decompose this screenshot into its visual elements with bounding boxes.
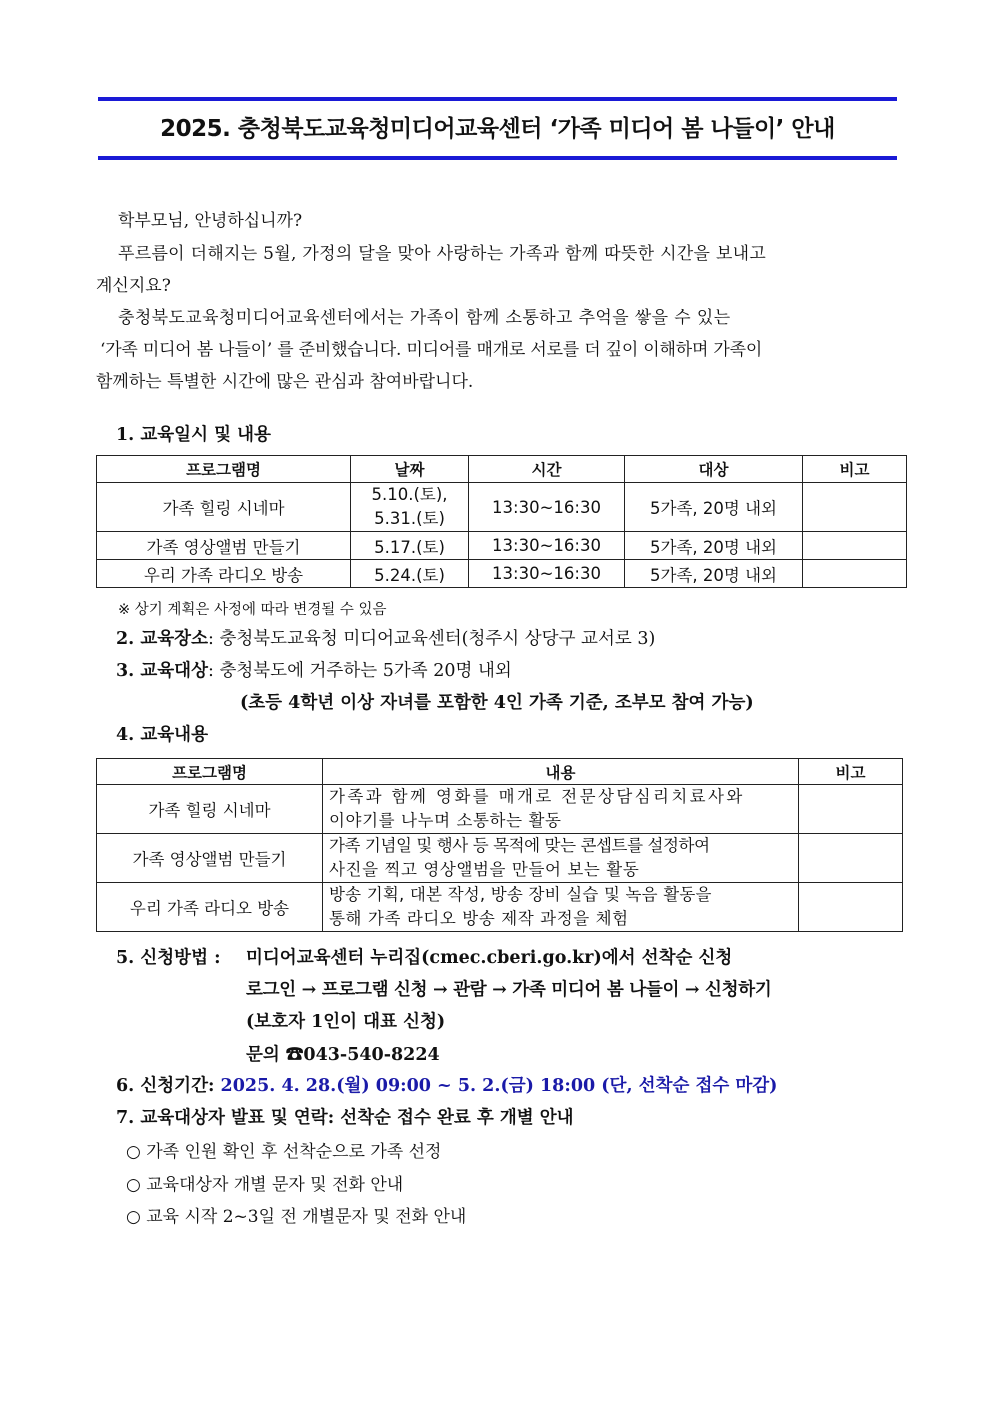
program-date: 5.24.(토) (351, 560, 469, 588)
section-6-label: 6. 신청기간: (116, 1076, 215, 1096)
schedule-header-time: 시간 (469, 456, 625, 483)
schedule-footnote: ※ 상기 계획은 사정에 따라 변경될 수 있음 (118, 602, 387, 618)
intro-line-4: 충청북도교육청미디어교육센터에서는 가족이 함께 소통하고 추억을 쌓을 수 있는 (118, 308, 731, 328)
content-line: 가족과 함께 영화를 매개로 전문상담심리치료사와 (329, 787, 745, 806)
phone-icon: ☎ (285, 1045, 304, 1065)
section-5-line-2: 로그인 → 프로그램 신청 → 관람 → 가족 미디어 봄 나들이 → 신청하기 (246, 980, 772, 1000)
section-7-heading: 7. 교육대상자 발표 및 연락: 선착순 접수 완료 후 개별 안내 (116, 1108, 574, 1128)
program-name: 가족 영상앨범 만들기 (97, 834, 323, 883)
program-note (803, 483, 907, 532)
section-1-heading: 1. 교육일시 및 내용 (116, 425, 271, 445)
title-bottom-rule (98, 156, 897, 160)
program-target: 5가족, 20명 내외 (625, 560, 803, 588)
content-table (96, 758, 903, 932)
program-name: 우리 가족 라디오 방송 (97, 883, 323, 932)
program-time: 13:30~16:30 (469, 560, 625, 588)
section-6 (116, 1072, 777, 1097)
list-item (126, 1137, 441, 1162)
program-target: 5가족, 20명 내외 (625, 532, 803, 560)
section-4-heading: 4. 교육내용 (116, 725, 208, 745)
program-note (799, 834, 903, 883)
list-item-text: 교육대상자 개별 문자 및 전화 안내 (146, 1175, 404, 1195)
table-row (97, 834, 903, 883)
title-top-rule (98, 97, 897, 101)
content-header-program: 프로그램명 (97, 759, 323, 785)
list-item (126, 1170, 403, 1195)
program-name: 가족 영상앨범 만들기 (97, 532, 351, 560)
intro-line-6: 함께하는 특별한 시간에 많은 관심과 참여바랍니다. (96, 372, 474, 392)
table-row (97, 483, 907, 532)
program-content (323, 834, 799, 883)
table-row (97, 785, 903, 834)
section-6-period: 2025. 4. 28.(월) 09:00 ~ 5. 2.(금) 18:00 (단, 선착순 접수 마감) (220, 1076, 778, 1096)
intro-line-5: ‘가족 미디어 봄 나들이’ 를 준비했습니다. 미디어를 매개로 서로를 더 깊이 이해하며 가족이 (100, 340, 763, 360)
program-time: 13:30~16:30 (469, 483, 625, 532)
program-date-line: 5.10.(토), (371, 485, 448, 504)
contact-number: 043-540-8224 (303, 1045, 440, 1065)
schedule-header-program: 프로그램명 (97, 456, 351, 483)
content-header-note: 비고 (799, 759, 903, 785)
page-title: 2025. 충청북도교육청미디어교육센터 ‘가족 미디어 봄 나들이’ 안내 (160, 116, 835, 142)
program-target: 5가족, 20명 내외 (625, 483, 803, 532)
section-5-line-3: (보호자 1인이 대표 신청) (246, 1012, 446, 1032)
circle-bullet-icon: ○ (126, 1207, 141, 1227)
program-note (803, 560, 907, 588)
section-3-text: : 충청북도에 거주하는 5가족 20명 내외 (207, 661, 512, 681)
table-row (97, 532, 907, 560)
section-2-label: 2. 교육장소 (116, 629, 208, 649)
content-line: 사진을 찍고 영상앨범을 만들어 보는 활동 (329, 860, 640, 879)
intro-line-3: 계신지요? (96, 276, 171, 296)
schedule-table (96, 455, 907, 588)
program-date-line: 5.31.(토) (374, 509, 445, 528)
program-note (803, 532, 907, 560)
content-line: 가족 기념일 및 행사 등 목적에 맞는 콘셉트를 설정하여 (329, 836, 710, 855)
section-5-label: 5. 신청방법 : (116, 948, 221, 968)
program-date: 5.17.(토) (351, 532, 469, 560)
program-content (323, 883, 799, 932)
intro-line-1: 학부모님, 안녕하십니까? (118, 211, 303, 231)
contact-label: 문의 (246, 1045, 280, 1065)
section-5-contact (246, 1041, 440, 1066)
content-line: 방송 기획, 대본 작성, 방송 장비 실습 및 녹음 활동을 (329, 885, 712, 904)
section-3 (116, 657, 512, 682)
section-3-sub: (초등 4학년 이상 자녀를 포함한 4인 가족 기준, 조부모 참여 가능) (240, 693, 754, 713)
schedule-header-note: 비고 (803, 456, 907, 483)
circle-bullet-icon: ○ (126, 1175, 141, 1195)
content-header-content: 내용 (323, 759, 799, 785)
table-row (97, 883, 903, 932)
program-time: 13:30~16:30 (469, 532, 625, 560)
program-name: 가족 힐링 시네마 (97, 785, 323, 834)
program-content (323, 785, 799, 834)
list-item (126, 1202, 466, 1227)
intro-line-2: 푸르름이 더해지는 5월, 가정의 달을 맞아 사랑하는 가족과 함께 따뜻한 시간을 보내고 (118, 244, 767, 264)
program-note (799, 883, 903, 932)
list-item-text: 교육 시작 2~3일 전 개별문자 및 전화 안내 (146, 1207, 467, 1227)
list-item-text: 가족 인원 확인 후 선착순으로 가족 선정 (146, 1142, 442, 1162)
content-line: 통해 가족 라디오 방송 제작 과정을 체험 (329, 909, 629, 928)
program-note (799, 785, 903, 834)
program-name: 우리 가족 라디오 방송 (97, 560, 351, 588)
table-row (97, 560, 907, 588)
section-2-text: : 충청북도교육청 미디어교육센터(청주시 상당구 교서로 3) (207, 629, 656, 649)
circle-bullet-icon: ○ (126, 1142, 141, 1162)
program-date (351, 483, 469, 532)
section-2 (116, 625, 655, 650)
section-3-label: 3. 교육대상 (116, 661, 208, 681)
content-line: 이야기를 나누며 소통하는 활동 (329, 811, 562, 830)
section-5-line-1: 미디어교육센터 누리집(cmec.cberi.go.kr)에서 선착순 신청 (246, 948, 733, 968)
schedule-header-date: 날짜 (351, 456, 469, 483)
schedule-header-target: 대상 (625, 456, 803, 483)
program-name: 가족 힐링 시네마 (97, 483, 351, 532)
